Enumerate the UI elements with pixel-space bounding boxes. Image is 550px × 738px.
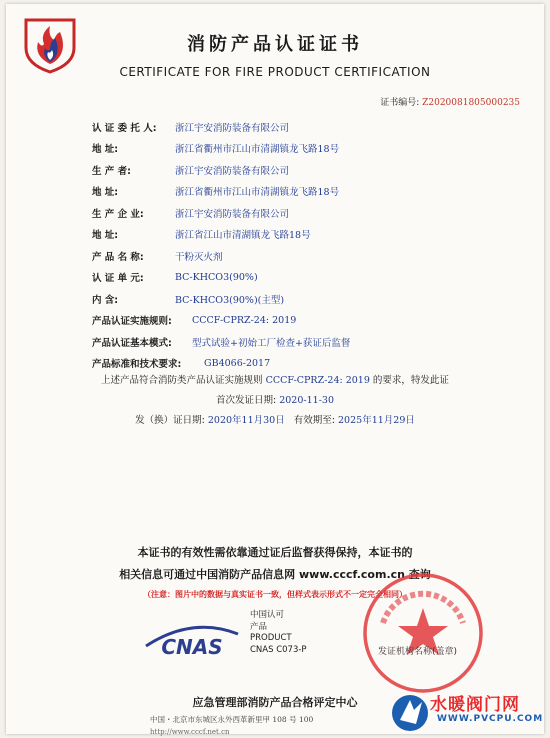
first-issue-label: 首次发证日期: — [215, 395, 277, 406]
conformity-rule: CCCF-CPRZ-24: 2019 — [265, 375, 370, 386]
field-row — [92, 353, 512, 375]
field-row — [92, 288, 512, 310]
field-label: 产 品 名 称: — [92, 251, 144, 263]
conformity-statement — [0, 372, 550, 386]
field-row — [92, 267, 512, 289]
cnas-line1: 中国认可 — [250, 610, 285, 620]
first-issue-value: 2020-11-30 — [279, 395, 334, 406]
field-label: 产品标准和技术要求: — [92, 359, 182, 371]
field-label: 地 址: — [92, 230, 119, 242]
watermark-url: WWW.PVCPU.COM — [437, 714, 544, 724]
field-value: GB4066-2017 — [204, 357, 271, 369]
expiry-date: 2025年11月29日 — [338, 415, 415, 426]
watermark-text: 水暖阀门网 — [430, 695, 520, 715]
image-disclaimer: （注意：图片中的数据与真实证书一致，但样式表示形式不一定完全相同） — [143, 590, 407, 599]
reissue-date: 2020年11月30日 — [207, 415, 285, 426]
field-value: 浙江宇安消防装备有限公司 — [175, 208, 290, 220]
field-row — [92, 116, 512, 138]
field-label: 生 产 企 业: — [92, 208, 144, 220]
field-value: BC-KHCO3(90%)(主型) — [175, 294, 285, 306]
field-row — [92, 245, 512, 267]
reissue-dates — [0, 412, 550, 426]
field-label: 产品认证实施规则: — [92, 316, 172, 328]
field-label: 内 含: — [92, 294, 119, 306]
expiry-label: 有效期至: — [293, 415, 335, 426]
field-value: 浙江省衢州市江山市清湖镇龙飞路18号 — [175, 144, 340, 156]
certificate-title-cn: 消防产品认证证书 — [187, 34, 363, 55]
field-row — [92, 331, 512, 353]
conformity-prefix: 上述产品符合消防类产品认证实施规则 — [101, 375, 263, 386]
cnas-accreditation-text — [250, 610, 307, 656]
official-seal — [358, 568, 488, 698]
cnas-logo-text: CNAS — [161, 635, 223, 659]
certificate-fields — [92, 116, 512, 374]
certificate-number — [380, 95, 520, 108]
cnas-line4: CNAS C073-P — [250, 644, 307, 655]
field-value: 型式试验+初始工厂检查+获证后监督 — [192, 337, 351, 349]
field-label: 生 产 者: — [92, 165, 131, 177]
field-value: 浙江省江山市清湖镇龙飞路18号 — [175, 230, 311, 242]
field-value: 浙江省衢州市江山市清湖镇龙飞路18号 — [175, 187, 340, 199]
field-row — [92, 202, 512, 224]
field-row — [92, 310, 512, 332]
reissue-label: 发（换）证日期: — [135, 415, 205, 426]
issuer-url: http://www.cccf.net.cn — [150, 728, 230, 736]
cnas-line2: 产品 — [250, 621, 268, 632]
field-label: 地 址: — [92, 187, 119, 199]
field-row — [92, 138, 512, 160]
field-value: 干粉灭火剂 — [175, 251, 223, 263]
issuing-authority: 应急管理部消防产品合格评定中心 — [192, 696, 358, 709]
field-value: BC-KHCO3(90%) — [175, 271, 258, 283]
validity-notice-line1: 本证书的有效性需依靠通过证后监督获得保持，本证书的 — [137, 546, 413, 559]
certificate-number-label: 证书编号: — [380, 98, 420, 108]
field-value: CCCF-CPRZ-24: 2019 — [192, 314, 297, 326]
field-label: 认 证 单 元: — [92, 273, 144, 285]
conformity-suffix: 的要求，特发此证 — [372, 375, 449, 386]
seal-label: 发证机构名称(盖章) — [378, 647, 458, 657]
field-row — [92, 181, 512, 203]
cnas-logo — [142, 620, 242, 660]
certificate-number-value: Z2020081805000235 — [422, 98, 520, 108]
cnas-line3: PRODUCT — [250, 633, 292, 643]
field-value: 浙江宇安消防装备有限公司 — [175, 122, 290, 134]
field-value: 浙江宇安消防装备有限公司 — [175, 165, 290, 177]
field-row — [92, 159, 512, 181]
field-label: 产品认证基本模式: — [92, 337, 172, 349]
validity-notice-line2: 相关信息可通过中国消防产品信息网 www.cccf.com.cn 查询 — [119, 568, 431, 581]
first-issue-date — [0, 392, 550, 406]
field-row — [92, 224, 512, 246]
field-label: 认 证 委 托 人: — [92, 122, 157, 134]
issuer-address: 中国・北京市东城区永外西革新里甲 108 号 100 — [150, 715, 314, 724]
certificate-title-en: CERTIFICATE FOR FIRE PRODUCT CERTIFICATION — [119, 65, 431, 79]
field-label: 地 址: — [92, 144, 119, 156]
